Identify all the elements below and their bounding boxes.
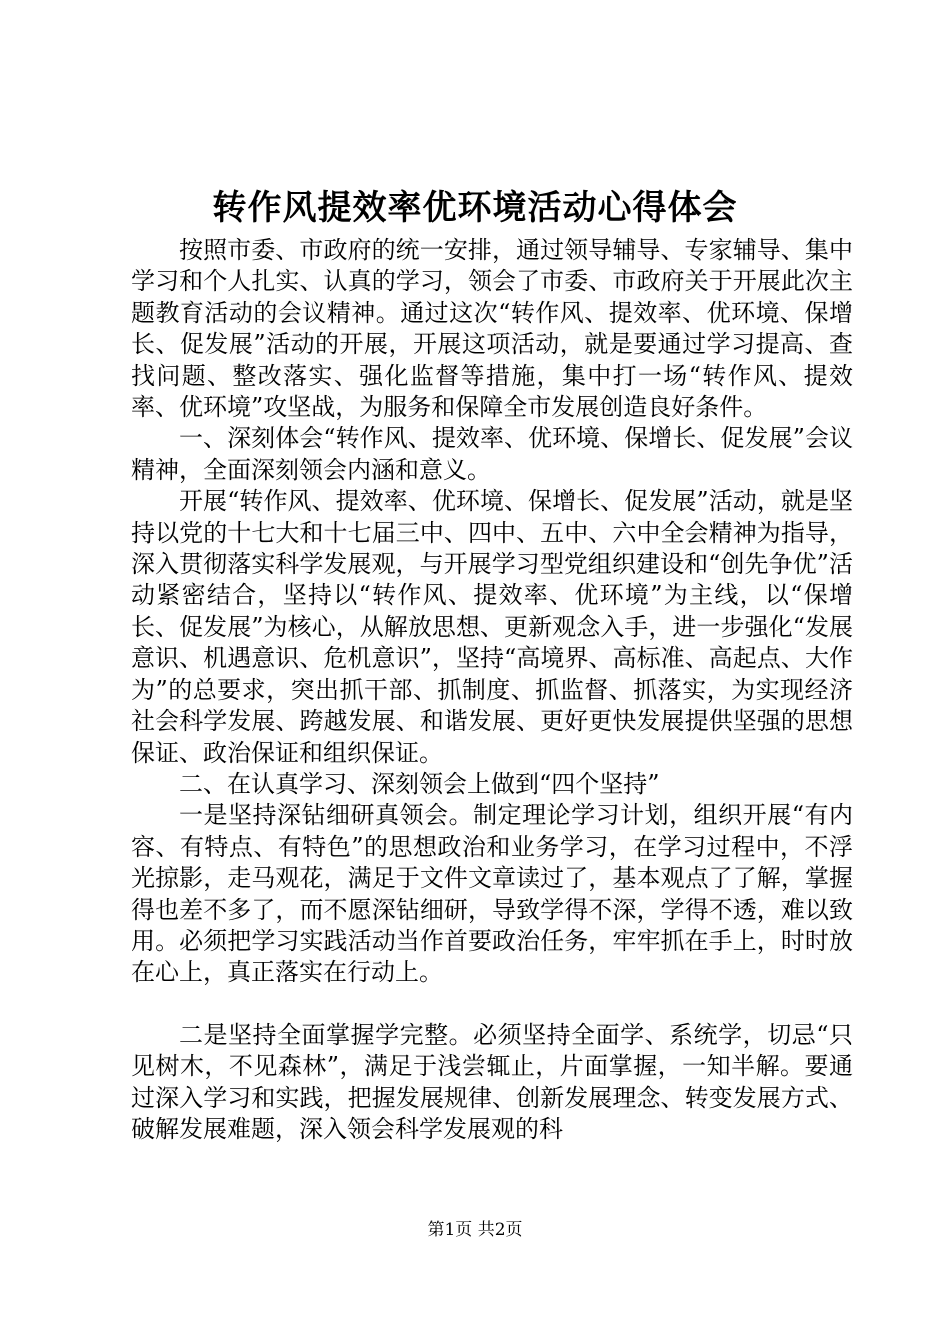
- paragraph-point-two: 二是坚持全面掌握学完整。必须坚持全面学、系统学，切忌“只见树木，不见森林”，满足于浅尝辄止，片面掌握，一知半解。要通过深入学习和实践，把握发展规律、创新发展理念、转变发展方式、破解发展难题，深入领会科学发展观的科: [131, 1020, 853, 1143]
- paragraph-activity: 开展“转作风、提效率、优环境、保增长、促发展”活动，就是坚持以党的十七大和十七届三中、四中、五中、六中全会精神为指导，深入贯彻落实科学发展观，与开展学习型党组织建设和“创先争优”活动紧密结合，坚持以“转作风、提效率、优环境”为主线，以“保增长、促发展”为核心，从解放思想、更新观念入手，进一步强化“发展意识、机遇意识、危机意识”，坚持“高境界、高标准、高起点、大作为”的总要求，突出抓干部、抓制度、抓监督、抓落实，为实现经济社会科学发展、跨越发展、和谐发展、更好更快发展提供坚强的思想保证、政治保证和组织保证。: [131, 487, 853, 767]
- paragraph-spacer: [131, 989, 853, 1020]
- document-body: [131, 235, 853, 1145]
- page-number-footer: 第1页 共2页: [427, 1220, 523, 1240]
- paragraph-intro: 按照市委、市政府的统一安排，通过领导辅导、专家辅导、集中学习和个人扎实、认真的学习，领会了市委、市政府关于开展此次主题教育活动的会议精神。通过这次“转作风、提效率、优环境、保增长、促发展”活动的开展，开展这项活动，就是要通过学习提高、查找问题、整改落实、强化监督等措施，集中打一场“转作风、提效率、优环境”攻坚战，为服务和保障全市发展创造良好条件。: [131, 236, 853, 422]
- paragraph-heading-one: 一、深刻体会“转作风、提效率、优环境、保增长、促发展”会议精神，全面深刻领会内涵和意义。: [131, 424, 853, 484]
- paragraph-point-one: 一是坚持深钻细研真领会。制定理论学习计划，组织开展“有内容、有特点、有特色”的思想政治和业务学习，在学习过程中，不浮光掠影，走马观花，满足于文件文章读过了，基本观点了了解，掌握得也差不多了，而不愿深钻细研，导致学得不深，学得不透，难以致用。必须把学习实践活动当作首要政治任务，牢牢抓在手上，时时放在心上，真正落实在行动上。: [131, 801, 853, 987]
- document-title: 转作风提效率优环境活动心得体会: [212, 188, 738, 228]
- paragraph-heading-two: 二、在认真学习、深刻领会上做到“四个坚持”: [179, 769, 660, 798]
